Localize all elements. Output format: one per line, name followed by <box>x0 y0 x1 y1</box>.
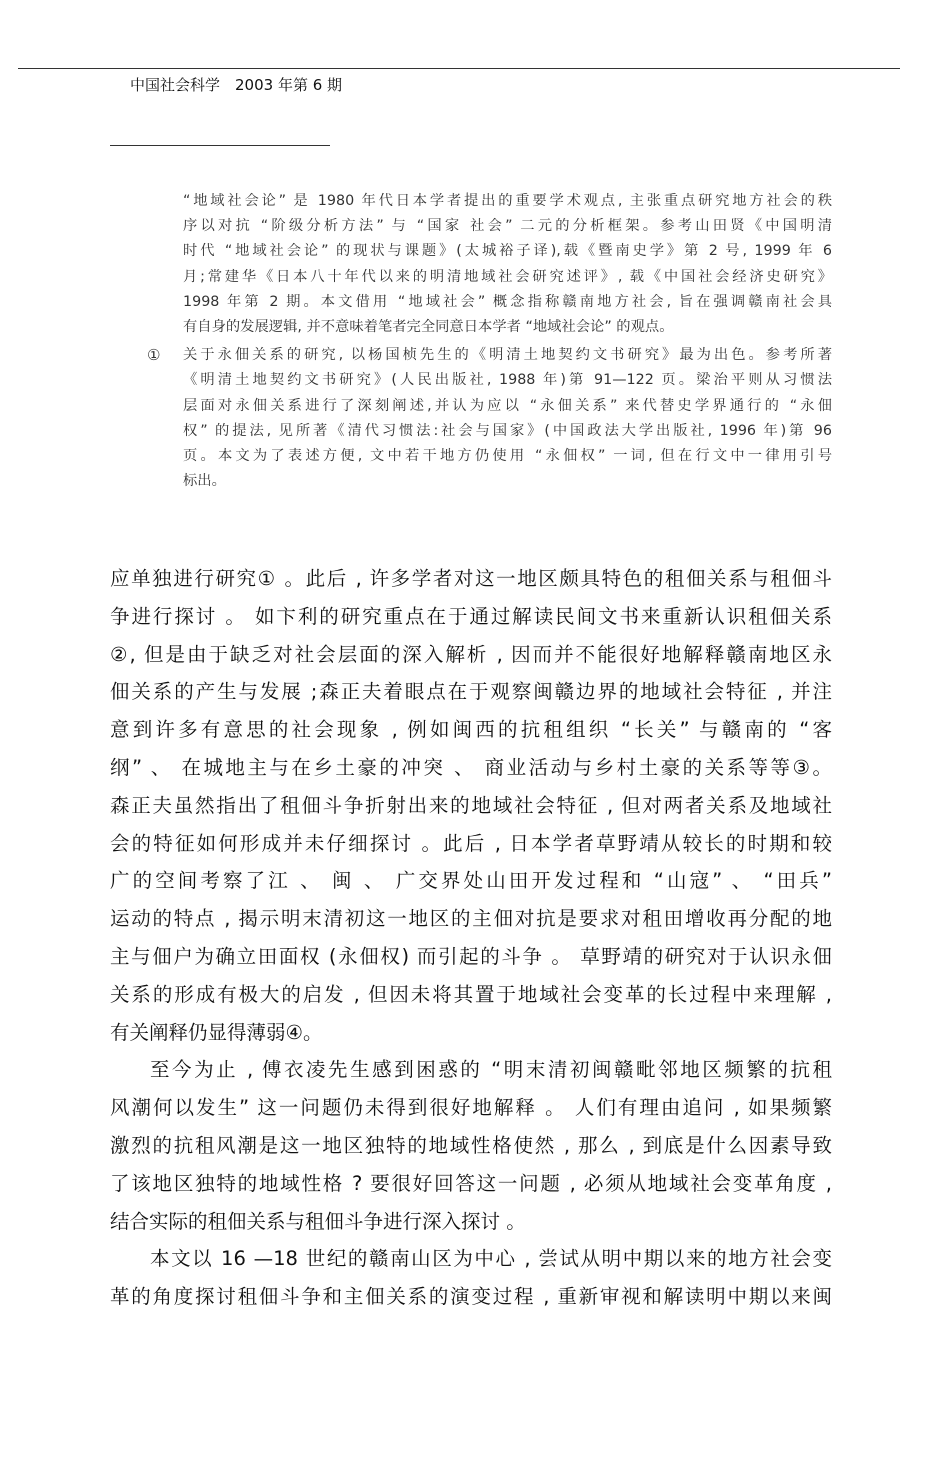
text-line: 主与佃户为确立田面权 (永佃权) 而引起的斗争 。 草野靖的研究对于认识永佃 <box>110 944 832 968</box>
text-line: 了该地区独特的地域性格 ? 要很好回答这一问题 , 必须从地域社会变革角度 , <box>110 1171 832 1195</box>
paragraph <box>110 1051 832 1240</box>
footnote-line: 月;常建华《日本八十年代以来的明清地域社会研究述评》, 载《中国社会经济史研究》 <box>183 268 832 285</box>
footnote-line: 权” 的提法, 见所著《清代习惯法:社会与国家》(中国政法大学出版社, 1996 年)第 96 <box>183 422 832 439</box>
text-line: 风潮何以发生” 这一问题仍未得到很好地解释 。 人们有理由追问 , 如果频繁 <box>110 1096 832 1120</box>
footnote-line: 时代 “地域社会论” 的现状与课题》(太城裕子译),载《暨南史学》第 2 号, 1999 年 6 <box>183 243 832 260</box>
footnote-line: 《明清土地契约文书研究》(人民出版社, 1988 年)第 91—122 页。梁治平则从习惯法 <box>183 372 832 389</box>
text-line: 广的空间考察了江 、 闽 、 广交界处山田开发过程和 “山寇” 、 “田兵” <box>110 869 832 893</box>
text-line: 争进行探讨 。 如卞利的研究重点在于通过解读民间文书来重新认识租佃关系 <box>110 604 832 628</box>
footnote <box>183 343 832 494</box>
body-text <box>110 560 832 1316</box>
text-line: 有关阐释仍显得薄弱④。 <box>110 1020 323 1044</box>
running-header: 中国社会科学 2003 年第 6 期 <box>130 76 343 94</box>
text-line: 会的特征如何形成并未仔细探讨 。此后 , 日本学者草野靖从较长的时期和较 <box>110 831 832 855</box>
footnote-line: 有自身的发展逻辑, 并不意味着笔者完全同意日本学者 “地域社会论” 的观点。 <box>183 318 674 335</box>
footnote-line: “地域社会论” 是 1980 年代日本学者提出的重要学术观点, 主张重点研究地方社会的秩 <box>183 193 832 209</box>
text-line: 激烈的抗租风潮是这一地区独特的地域性格使然 , 那么 , 到底是什么因素导致 <box>110 1133 832 1157</box>
text-line: 纲” 、 在城地主与在乡土豪的冲突 、 商业活动与乡村土豪的关系等等③。 <box>110 755 832 779</box>
footnote-line: 1998 年第 2 期。本文借用 “地域社会” 概念指称赣南地方社会, 旨在强调赣南社会具 <box>183 293 832 310</box>
text-line: 应单独进行研究① 。此后 , 许多学者对这一地区颇具特色的租佃关系与租佃斗 <box>110 567 832 590</box>
header-rule <box>18 68 900 69</box>
footnote-line: 页。本文为了表述方便, 文中若干地方仍使用 “永佃权” 一词, 但在行文中一律用引号 <box>183 447 832 464</box>
footnote-marker: ① <box>147 346 161 365</box>
text-line: 本文以 16 —18 世纪的赣南山区为中心 , 尝试从明中期以来的地方社会变 <box>150 1247 832 1271</box>
text-line: 佃关系的产生与发展 ;森正夫着眼点在于观察闽赣边界的地域社会特征 , 并注 <box>110 680 832 704</box>
text-line: 至今为止 , 傅衣凌先生感到困惑的 “明末清初闽赣毗邻地区频繁的抗租 <box>150 1058 832 1082</box>
text-line: 关系的形成有极大的启发 , 但因未将其置于地域社会变革的长过程中来理解 , <box>110 982 832 1006</box>
footnote-line: 层面对永佃关系进行了深刻阐述,并认为应以 “永佃关系” 来代替史学界通行的 “永佃 <box>183 397 832 414</box>
text-line: 革的角度探讨租佃斗争和主佃关系的演变过程 , 重新审视和解读明中期以来闽 <box>110 1285 832 1309</box>
footnote-line: 序以对抗 “阶级分析方法” 与 “国家 社会” 二元的分析框架。参考山田贤《中国明清 <box>183 218 832 235</box>
paragraph <box>110 1240 832 1316</box>
footnote-line: 关于永佃关系的研究, 以杨国桢先生的《明清土地契约文书研究》最为出色。参考所著 <box>183 347 832 364</box>
footnote-line: 标出。 <box>183 473 226 490</box>
text-line: 森正夫虽然指出了租佃斗争折射出来的地域社会特征 , 但对两者关系及地域社 <box>110 793 832 817</box>
footnote <box>183 189 832 340</box>
text-line: ②, 但是由于缺乏对社会层面的深入解析 , 因而并不能很好地解释赣南地区永 <box>110 642 832 666</box>
text-line: 结合实际的租佃关系与租佃斗争进行深入探讨 。 <box>110 1209 526 1233</box>
paragraph <box>110 560 832 1051</box>
footnote-separator <box>110 145 330 146</box>
text-line: 意到许多有意思的社会现象 , 例如闽西的抗租组织 “长关” 与赣南的 “客 <box>110 718 832 742</box>
text-line: 运动的特点 , 揭示明末清初这一地区的主佃对抗是要求对租田增收再分配的地 <box>110 907 832 931</box>
